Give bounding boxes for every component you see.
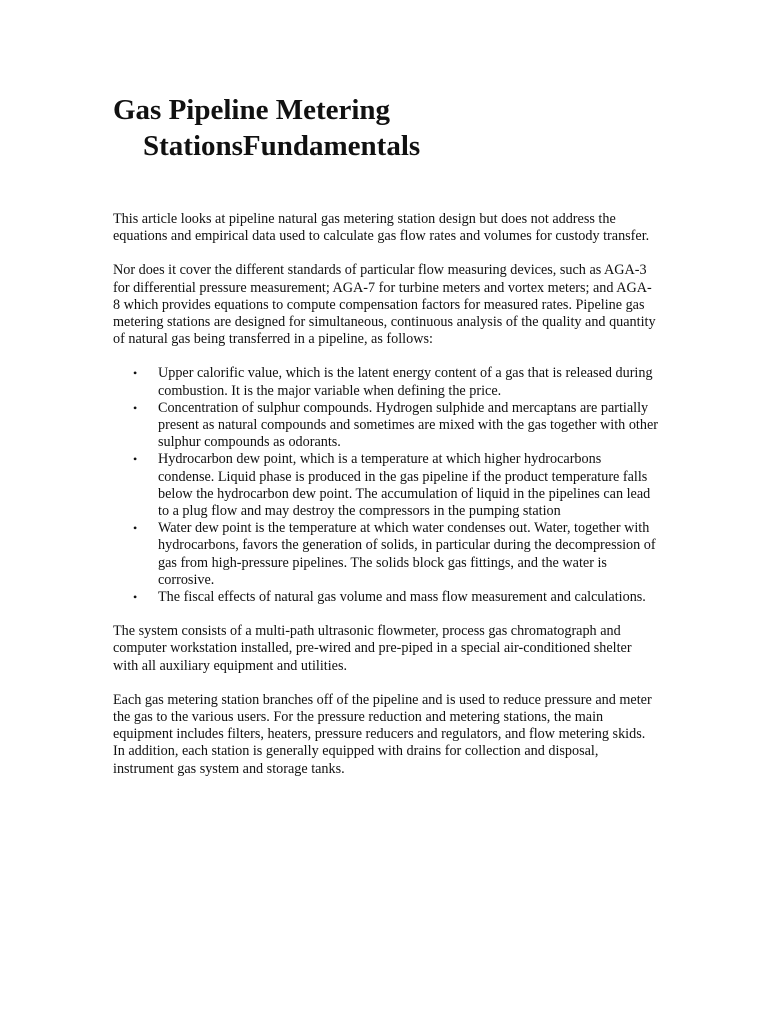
- bullet-icon: •: [133, 366, 138, 381]
- bullet-icon: •: [133, 521, 138, 536]
- outro-paragraph-1: The system consists of a multi-path ultrasonic flowmeter, process gas chromatograph and computer workstation installed, pre-wired and pre-piped in a special air-conditioned shelter with all auxiliary equipment and utilities.: [113, 623, 632, 674]
- bullet-text: Hydrocarbon dew point, which is a temperature at which higher hydrocarbons condense. Liquid phase is produced in the gas pipeline if the product temperature falls below the hydrocarbon dew point. The accumulation of liquid in the pipelines can lead to a plug flow and may destroy the compressors in the pumping station: [158, 451, 651, 520]
- bullet-text: Concentration of sulphur compounds. Hydrogen sulphide and mercaptans are partially present as natural compounds and sometimes are mixed with the gas together with other sulphur compounds as odorants.: [158, 399, 658, 451]
- bullet-icon: •: [133, 452, 138, 467]
- outro-paragraph-2: Each gas metering station branches off of the pipeline and is used to reduce pressure and meter the gas to the various users. For the pressure reduction and metering stations, the main equipment includes filters, heaters, pressure reducers and regulators, and flow metering skids. In addition, each station is generally equipped with drains for collection and disposal, instrument gas system and storage tanks.: [113, 691, 652, 777]
- bullet-list: [113, 365, 658, 606]
- bullet-item-hydrocarbon-dew-point: [113, 451, 658, 520]
- bullet-text: Upper calorific value, which is the latent energy content of a gas that is released during combustion. It is the major variable when defining the price.: [158, 365, 653, 399]
- bullet-text: Water dew point is the temperature at which water condenses out. Water, together with hydrocarbons, favors the generation of solids, in particular during the decompression of gas from high-pressure pipelines. The solids block gas fittings, and the water is corrosive.: [158, 520, 656, 588]
- bullet-item-fiscal-effects: [113, 589, 658, 606]
- page-title-line-1: Gas Pipeline Metering: [113, 94, 391, 126]
- bullet-text: The fiscal effects of natural gas volume and mass flow measurement and calculations.: [158, 589, 646, 606]
- intro-paragraph-1: This article looks at pipeline natural gas metering station design but does not address the equations and empirical data used to calculate gas flow rates and volumes for custody transfer.: [113, 211, 650, 245]
- bullet-icon: •: [133, 400, 138, 415]
- intro-paragraph-2: Nor does it cover the different standards of particular flow measuring devices, such as AGA-3 for differential pressure measurement; AGA-7 for turbine meters and vortex meters; and AGA-8 which provides equations to compute compensation factors for measured rates. Pipeline gas metering stations are designed for simultaneous, continuous analysis of the quality and quantity of natural gas being transferred in a pipeline, as follows:: [113, 262, 656, 348]
- bullet-item-sulphur-compounds: [113, 400, 658, 452]
- bullet-icon: •: [133, 590, 138, 605]
- bullet-item-water-dew-point: [113, 520, 658, 589]
- document-body: [113, 211, 658, 795]
- bullet-item-calorific-value: [113, 365, 658, 399]
- page-title-line-2: StationsFundamentals: [143, 130, 421, 162]
- page-title: [113, 92, 673, 164]
